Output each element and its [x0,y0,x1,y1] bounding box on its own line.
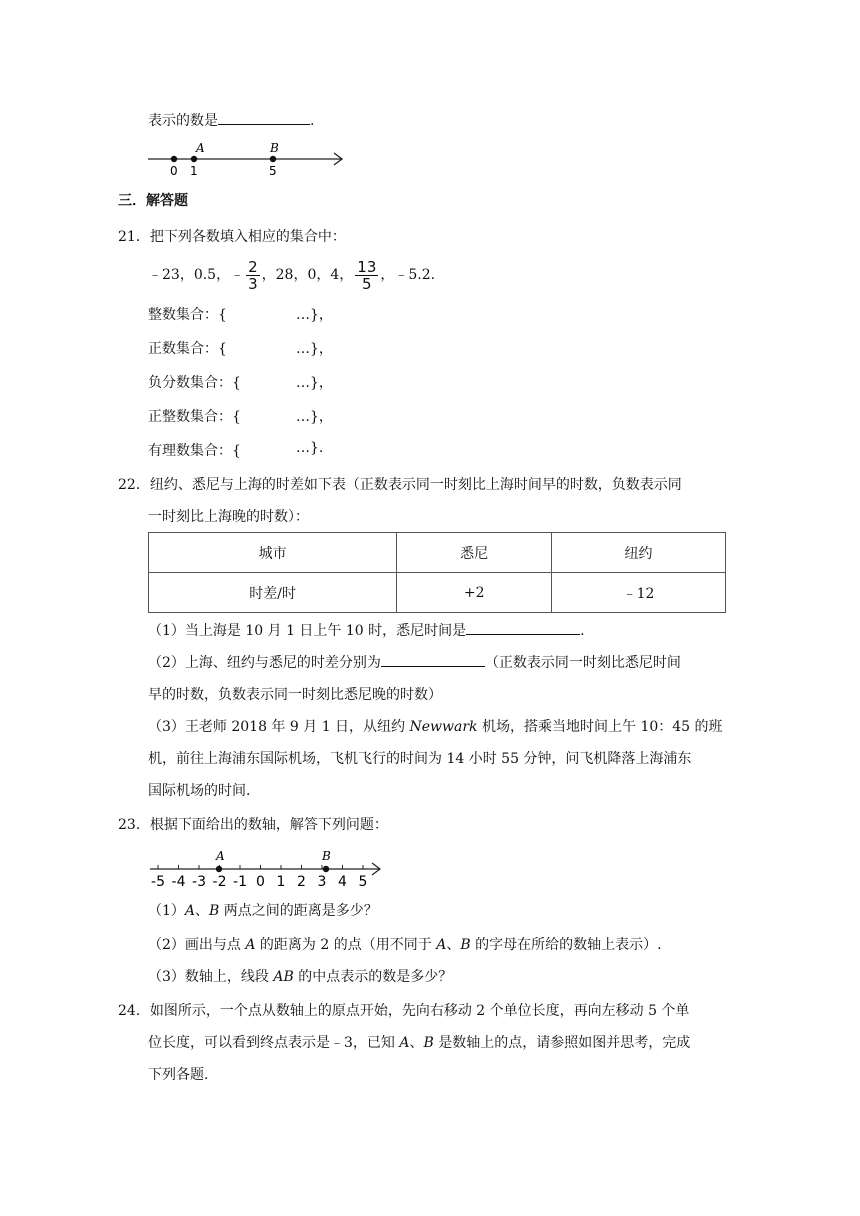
q22-part2-cont: 早的时数，负数表示同一时刻比悉尼晚的时数） [148,687,442,703]
numline1-tick-5: 5 [269,164,277,178]
numline2-tick-label: -5 [151,874,165,890]
number-line-1 [146,140,346,178]
numline2-tick-label: 2 [297,874,306,890]
q24-line2-text2: 是数轴上的点，请参照如图并思考，完成 [433,1035,691,1051]
set-positive-integers-end: …}， [296,409,333,425]
numline2-point-a [216,866,222,872]
point-a-name: A [184,903,196,919]
intro-prefix: 表示的数是 [148,113,218,129]
q21-numbers [148,256,435,294]
table-cell: 纽约 [552,533,726,573]
separator: 、 [446,937,461,953]
q23-part3 [148,966,452,986]
table-cell: ﹣12 [552,573,726,613]
numline2-label-b: B [322,849,331,863]
set-integers-end: …}， [296,307,333,323]
q24-line2 [148,1032,690,1052]
q22-part1 [148,620,585,640]
set-positive [148,338,227,358]
set-label: 正数集合：{ [148,341,227,357]
answer-blank [381,652,485,667]
q22-line2: 一时刻比上海晚的时数）： [148,509,309,525]
set-integers [148,304,227,324]
table-cell: 悉尼 [397,533,552,573]
numline1-tick-0: 0 [170,164,178,178]
q21-numbers-part: ，﹣5.2. [380,267,436,283]
set-rationals [148,440,241,460]
set-label: 正整数集合：{ [148,409,241,425]
fraction-denominator: 3 [248,274,258,293]
numline1-label-a: A [196,141,205,155]
time-difference-table [148,532,726,613]
q23-part3-text: （3）数轴上，线段 [148,969,274,985]
q24-line3: 下列各题. [148,1067,209,1083]
segment-ab-name: AB [273,969,294,985]
numline2-tick-label: 4 [338,874,347,890]
q21-numbers-part: ，28，0，4， [261,267,354,283]
point-a-name: A [245,937,256,953]
point-b-name: B [460,937,471,953]
fraction-numerator: 2 [248,257,258,276]
fraction-thirteen-fifths [355,259,378,292]
numline2-tick-label: 1 [276,874,286,890]
separator: 、 [409,1035,424,1051]
q23-title: 23．根据下面给出的数轴，解答下列问题： [118,817,388,833]
q23-part1 [148,900,378,920]
numline2-tick-label: 5 [358,874,368,890]
table-row [149,573,726,613]
table-cell: 城市 [149,533,397,573]
numline2-tick-label: -4 [171,874,186,890]
fraction-numerator: 13 [357,257,377,276]
numline2-tick-label: -2 [212,874,227,890]
numline1-point-b [270,156,276,162]
q21-title: 21．把下列各数填入相应的集合中： [118,229,346,245]
point-a-name: A [399,1035,410,1051]
numline2-labels [151,874,367,890]
fraction-two-thirds [246,259,260,292]
airport-name: Newwark [409,719,478,735]
separator: 、 [195,903,210,919]
q23-part2 [148,934,662,954]
q23-part1-text: （1） [148,903,185,919]
numline1-point-0 [171,156,177,162]
set-label: 有理数集合：{ [148,443,241,459]
set-label: 整数集合：{ [148,307,227,323]
q24-line1: 24．如图所示，一个点从数轴上的原点开始，先向右移动 2 个单位长度，再向左移动 5 个单 [118,1003,690,1019]
q22-part2 [148,652,681,672]
numline2-tick-label: -3 [192,874,206,890]
q22-part2-text: （2）上海、纽约与悉尼的时差分别为 [148,655,381,671]
q23-part2-text2: 的距离为 2 的点（用不同于 [255,937,437,953]
q24-line2-text: 位长度，可以看到终点表示是﹣3，已知 [148,1035,400,1051]
numline1-point-a [191,156,197,162]
numline2-point-b [323,866,329,872]
q22-part3-text: （3）王老师 2018 年 9 月 1 日，从纽约 [148,719,410,735]
number-line-2 [146,842,386,890]
point-a-name: A [436,937,447,953]
intro-suffix: . [310,113,315,129]
q23-part2-text: （2）画出与点 [148,937,246,953]
numline2-tick-label: 0 [256,874,265,890]
q22-part3-line2: 机，前往上海浦东国际机场，飞机飞行的时间为 14 小时 55 分钟，问飞机降落上海浦东 [148,751,692,767]
q22-part3-text2: 机场，搭乘当地时间上午 10：45 的班 [477,719,723,735]
point-b-name: B [423,1035,434,1051]
q22-part1-text: （1）当上海是 10 月 1 日上午 10 时，悉尼时间是 [148,623,467,639]
intro-line [148,110,314,130]
set-positive-integers [148,406,241,426]
numline1-label-b: B [270,141,279,155]
point-b-name: B [209,903,220,919]
numline2-label-a: A [216,849,225,863]
numline1-tick-1: 1 [190,164,198,178]
q22-part3 [148,716,723,736]
set-positive-end: …}， [296,341,333,357]
fraction-denominator: 5 [362,274,372,293]
q22-part1-end: . [580,623,585,639]
set-label: 负分数集合：{ [148,375,241,391]
set-rationals-end: …}. [296,440,324,456]
set-negative-fractions [148,372,241,392]
q22-line1: 22．纽约、悉尼与上海的时差如下表（正数表示同一时刻比上海时间早的时数，负数表示同 [118,477,682,493]
q23-part3-text2: 的中点表示的数是多少？ [293,969,453,985]
table-cell: 时差/时 [149,573,397,613]
q23-part2-text3: 的字母在所给的数轴上表示）. [470,937,662,953]
section-heading: 三．解答题 [118,193,188,209]
answer-blank [466,620,580,635]
q22-part3-line3: 国际机场的时间. [148,783,251,799]
table-cell: +2 [397,573,552,613]
numline2-tick-label: 3 [317,874,327,890]
set-negative-fractions-end: …}， [296,375,333,391]
q22-part2-text2: （正数表示同一时刻比悉尼时间 [484,655,681,671]
table-header-row [149,533,726,573]
q23-part1-text2: 两点之间的距离是多少？ [219,903,378,919]
answer-blank [218,110,310,125]
q21-numbers-part: ﹣23，0.5，﹣ [148,267,245,283]
numline2-tick-label: -1 [233,874,247,890]
